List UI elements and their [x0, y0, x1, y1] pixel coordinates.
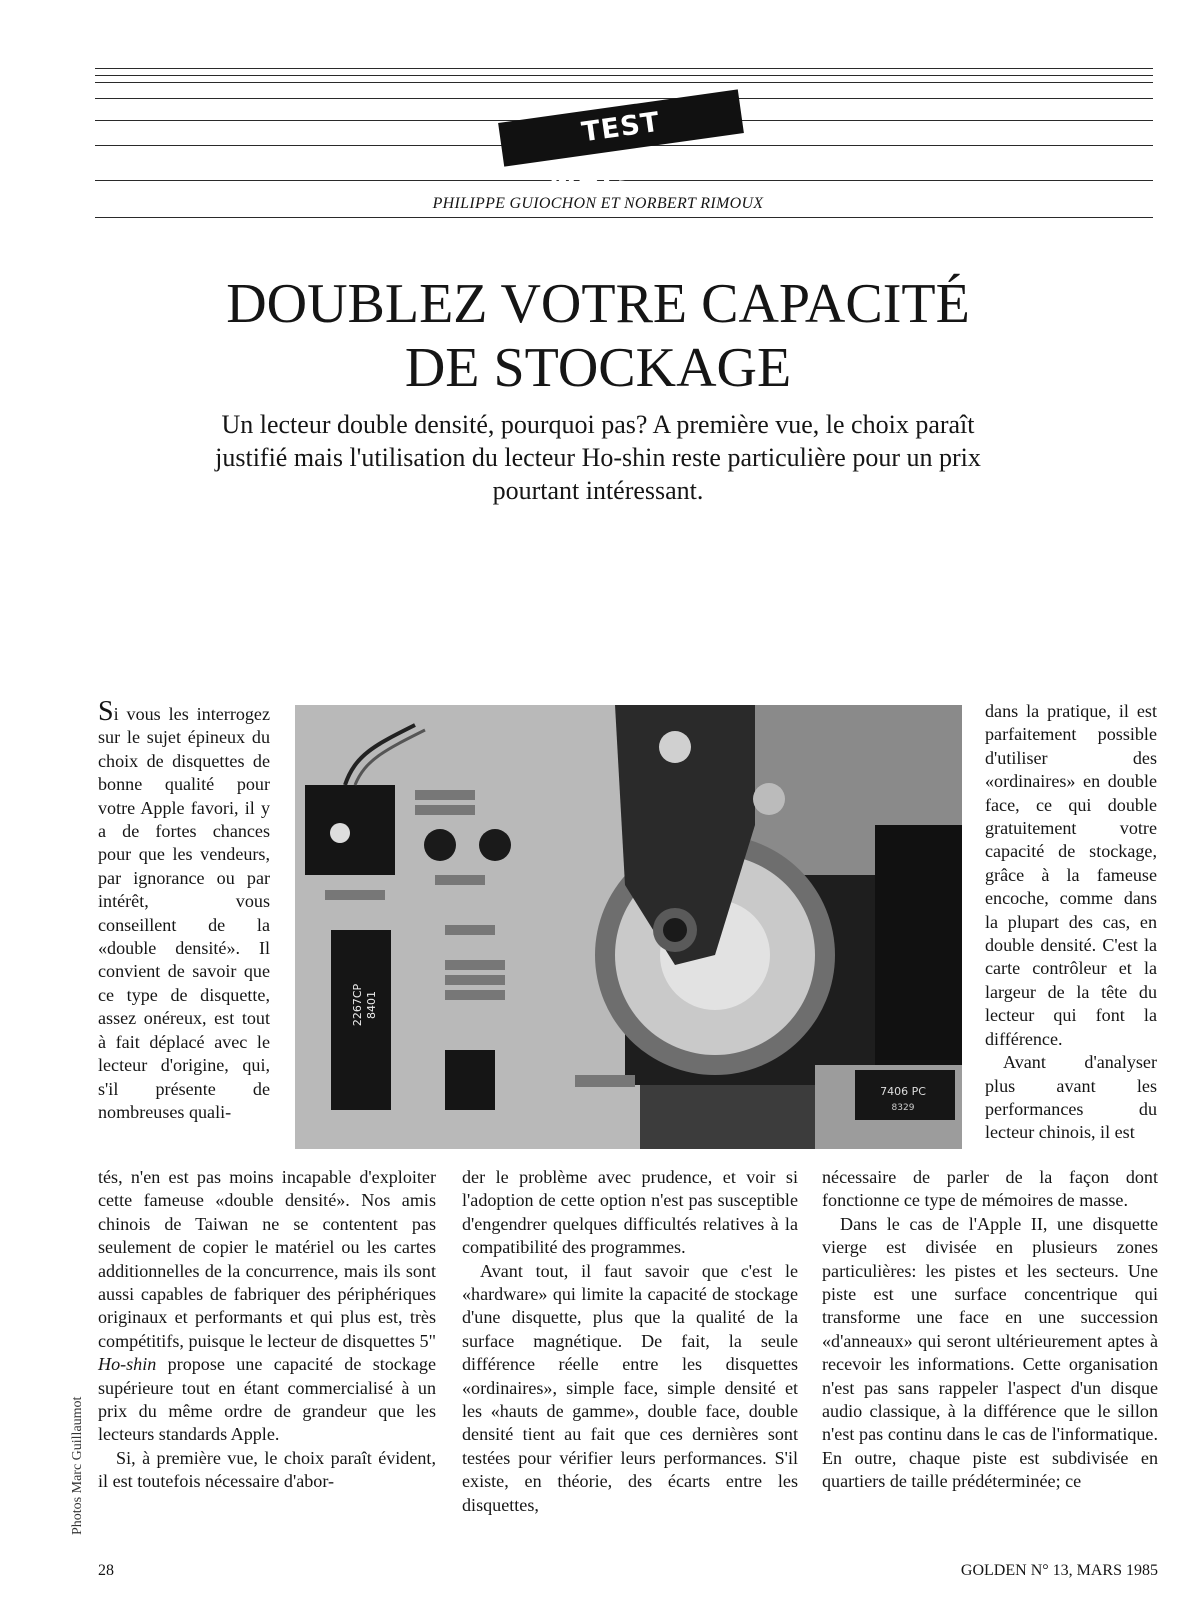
- product-name: Ho-shin: [98, 1354, 157, 1375]
- transistor: [479, 829, 511, 861]
- right-wrap-text-2: Avant d'analyser plus avant les performances du lecteur chinois, il est: [985, 1052, 1157, 1143]
- left-wrap-text: [98, 696, 270, 1124]
- middle-paragraph-1: der le problème avec prudence, et voir si l'adoption de cette option n'est pas susceptible d'engendrer quelques difficultés relatives à la compatibilité des programmes.: [462, 1167, 798, 1258]
- left-paragraph-1: [98, 1166, 436, 1447]
- header-rule: [95, 98, 1153, 99]
- resistor: [445, 960, 505, 970]
- chip-label: 8329: [891, 1103, 915, 1113]
- left-text-1: tés, n'en est pas moins incapable d'exploiter cette fameuse «double densité». Nos amis chinois de Taiwan ne se contentent pas seulement de copier le matériel ou les cartes additionnelles de la concurrence, mais ils sont aussi capables de fabriquer des périphériques originaux et performants et qui plus est, très compétitifs, puisque le lecteur de disquettes 5": [98, 1167, 436, 1351]
- title-line-2: DE STOCKAGE: [404, 337, 792, 399]
- resistor: [435, 875, 485, 885]
- resistor: [445, 975, 505, 985]
- chip-label: 7406 PC: [880, 1085, 926, 1098]
- resistor: [415, 805, 475, 815]
- article-photo: [295, 705, 962, 1149]
- chip-label: 2267CP: [351, 983, 364, 1027]
- left-column: [98, 1166, 436, 1494]
- left-text-1-end: propose une capacité de stockage supérieure tout en étant commercialisé à un prix du même ordre de grandeur que les lecteurs standards Apple.: [98, 1354, 436, 1445]
- left-wrap-column: [98, 696, 270, 1124]
- right-paragraph-2: Dans le cas de l'Apple II, une disquette vierge est divisée en plusieurs zones particulières: les pistes et les secteurs. Une piste est une surface concentrique qui transforme une face en une succession «d'anneaux» qui seront ultérieurement aptes à recevoir les informations. Cette organisation n'est pas sans rappeler l'aspect d'un disque audio classique, à la différence que le sillon n'est pas continu dans le cas de l'informatique. En outre, chaque piste est subdivisée en quartiers de taille prédéterminée; ce: [822, 1213, 1158, 1492]
- drive-controller-photo: [295, 705, 962, 1149]
- chip-label: 8401: [365, 991, 378, 1019]
- header-rule: [95, 217, 1153, 218]
- right-wrap-text-1: dans la pratique, il est parfaitement possible d'utiliser des «ordinaires» en double face, ce qui double gratuitement votre capacité de stockage, grâce à la fameuse encoche, comme dans la plupart des cas, en double densité. C'est la carte contrôleur et la largeur de la tête du lecteur qui font la différence.: [985, 701, 1157, 1049]
- resistor: [445, 990, 505, 1000]
- middle-column: [462, 1166, 798, 1517]
- header-rule: [95, 75, 1153, 76]
- resistor: [445, 925, 495, 935]
- header-rule: [95, 68, 1153, 69]
- potentiometer: [305, 785, 395, 875]
- section-tag: TEST MATÉRIEL: [498, 89, 744, 166]
- header-rule: [95, 82, 1153, 83]
- middle-paragraph-2: Avant tout, il faut savoir que c'est le «hardware» qui limite la capacité de stockage d'une disquette, plus que la qualité de la surface magnétique. De fait, la seule différence réelle entre les disquettes «ordinaires», simple face, simple densité et les «hauts de gamme», double face, double densité tient au fait que ces dernières sont testées pour vérifier leurs performances. S'il existe, en théorie, des écarts entre les disquettes,: [462, 1260, 798, 1515]
- left-paragraph-2: Si, à première vue, le choix paraît évident, il est toutefois nécessaire d'abor-: [98, 1447, 436, 1492]
- article-lede: Un lecteur double densité, pourquoi pas? A première vue, le choix paraît justifié mais l'utilisation du lecteur Ho-shin reste particulière pour un prix pourtant intéressant.: [215, 410, 981, 505]
- transistor: [424, 829, 456, 861]
- issue-info: GOLDEN N° 13, MARS 1985: [960, 1562, 1158, 1579]
- photo-credit: Photos Marc Guillaumot: [70, 1396, 85, 1535]
- left-wrap-body: i vous les interrogez sur le sujet épineux du choix de disquettes de bonne qualité pour votre Apple favori, il y a de fortes chances pour que les vendeurs, par ignorance ou par intérêt, vous conseillent de la «double densité». Il convient de savoir que ce type de disquette, assez onéreux, est tout à fait déplacé avec le lecteur d'origine, qui, s'il présente de nombreuses quali-: [98, 704, 270, 1122]
- drop-cap: S: [98, 696, 114, 727]
- resistor: [415, 790, 475, 800]
- authors-byline: PHILIPPE GUIOCHON ET NORBERT RIMOUX: [432, 195, 764, 212]
- title-line-1: DOUBLEZ VOTRE CAPACITÉ: [226, 273, 970, 335]
- ic-chip: [445, 1050, 495, 1110]
- right-column: [822, 1166, 1158, 1494]
- resistor: [325, 890, 385, 900]
- right-paragraph-1: nécessaire de parler de la façon dont fonctionne ce type de mémoires de masse.: [822, 1167, 1158, 1211]
- page-number: 28: [98, 1562, 114, 1579]
- right-wrap-column: [985, 700, 1157, 1145]
- article-title: [150, 272, 1046, 400]
- resistor: [575, 1075, 635, 1087]
